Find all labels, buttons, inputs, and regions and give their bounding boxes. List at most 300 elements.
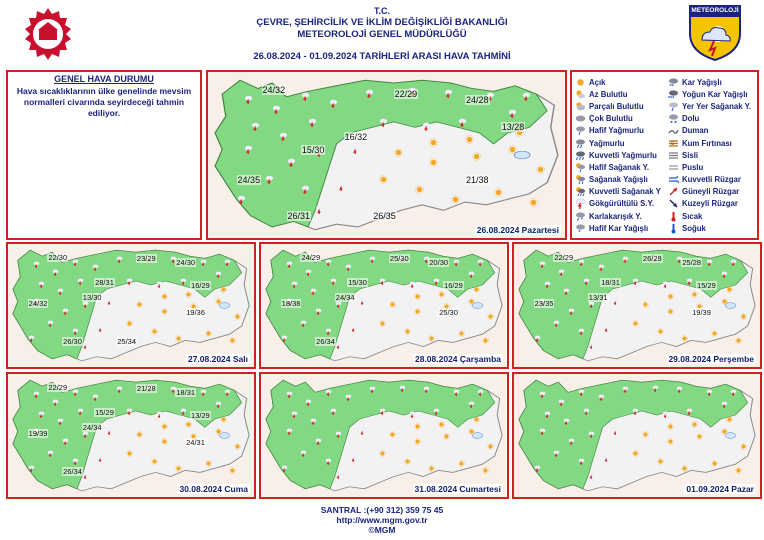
sun-icon (126, 450, 133, 457)
thunderstorm-icon (563, 288, 570, 295)
thunderstorm-icon (337, 182, 346, 191)
sun-icon (429, 138, 438, 147)
thunderstorm-icon (77, 408, 84, 415)
partly-cloudy-icon (575, 101, 586, 112)
thunderstorm-icon (676, 386, 683, 393)
mist-icon (668, 162, 679, 173)
legend-item (668, 161, 751, 173)
temperature-label: 24/31 (186, 437, 205, 447)
header-period: 26.08.2024 - 01.09.2024 TARİHLERİ ARASI HAVA TAHMİNİ (253, 51, 511, 62)
thunderstorm-icon (369, 256, 376, 263)
thunderstorm-icon (558, 399, 565, 406)
thunderstorm-icon (33, 261, 40, 268)
svg-text:S: S (671, 140, 675, 147)
temperature-label: 13/30 (82, 293, 102, 303)
date-label: 30.08.2024 Cuma (179, 484, 248, 494)
thunderstorm-icon (52, 399, 59, 406)
sun-icon (642, 431, 649, 438)
legend-item (575, 125, 661, 137)
thunderstorm-icon (106, 298, 113, 305)
temperature-label: 24/30 (176, 257, 196, 267)
thunderstorm-icon (433, 278, 440, 285)
thunderstorm-icon (272, 105, 281, 114)
thunderstorm-icon (33, 391, 40, 398)
sun-icon (473, 416, 480, 423)
sun-icon (667, 293, 674, 300)
thunderstorm-icon (423, 386, 430, 393)
sun-icon (220, 286, 227, 293)
sun-icon (657, 328, 664, 335)
temperature-label: 22/29 (554, 252, 574, 262)
heavy-shower-icon (575, 186, 586, 197)
temperature-label: 23/35 (534, 299, 554, 309)
thunderstorm-icon (359, 298, 366, 305)
thunderstorm-icon (315, 438, 322, 445)
sun-icon (472, 152, 481, 161)
sun-icon (667, 308, 674, 315)
legend-item (668, 222, 751, 234)
thunderstorm-icon (156, 411, 163, 418)
sun-icon (735, 337, 742, 344)
thunderstorm-icon (77, 278, 84, 285)
legend-label: Duman (682, 126, 709, 136)
sun-icon (414, 438, 421, 445)
strong-wind-icon (668, 174, 679, 185)
legend-label: Soğuk (682, 223, 706, 233)
thunderstorm-icon (477, 259, 484, 266)
temperature-label: 22/29 (394, 88, 418, 99)
temperature-label: 21/38 (466, 174, 489, 185)
thunderstorm-icon (458, 118, 467, 127)
sun-icon (494, 188, 503, 197)
temperature-label: 26/30 (63, 337, 82, 347)
thunderstorm-icon (286, 261, 293, 268)
thunderstorm-icon (365, 89, 374, 98)
sun-icon (161, 423, 168, 430)
thunderstorm-icon (345, 264, 352, 271)
sun-icon (443, 433, 450, 440)
legend-item (668, 137, 751, 149)
temperature-label: 24/29 (301, 252, 321, 262)
sun-icon (691, 421, 698, 428)
thunderstorm-icon (662, 411, 669, 418)
temperature-label: 24/32 (262, 85, 286, 96)
thunderstorm-icon (244, 95, 253, 104)
thunderstorm-icon (508, 109, 517, 118)
legend-label: Yoğun Kar Yağışlı (682, 89, 748, 99)
smoke-icon (668, 125, 679, 136)
legend-label: Hafif Yağmurlu (589, 126, 644, 136)
thunderstorm-icon (291, 281, 298, 288)
sun-icon (667, 423, 674, 430)
thunderstorm-icon (662, 281, 669, 288)
sun-icon (487, 443, 494, 450)
temperature-label: 28/31 (95, 278, 114, 288)
temperature-label: 15/29 (697, 280, 716, 290)
legend-label: Yağmurlu (589, 138, 625, 148)
thunderstorm-icon (72, 259, 79, 266)
fog-icon (668, 150, 679, 161)
icon-layer (514, 374, 760, 497)
thunderstorm-icon (265, 175, 274, 184)
legend-label: Güneyli Rüzgar (682, 187, 740, 197)
sun-icon (726, 286, 733, 293)
cloudy-icon (575, 113, 586, 124)
thunderstorm-icon (598, 264, 605, 271)
sun-icon (681, 335, 688, 342)
legend-label: Çok Bulutlu (589, 114, 633, 124)
thunderstorm-icon (180, 408, 187, 415)
sun-icon (691, 291, 698, 298)
legend-label: Puslu (682, 162, 704, 172)
thunderstorm-icon (310, 288, 317, 295)
sun-icon (379, 320, 386, 327)
temperature-label: 23/29 (136, 253, 156, 263)
legend-item (668, 76, 751, 88)
sun-icon (414, 423, 421, 430)
map-panel-day-3 (259, 242, 509, 369)
thunderstorm-icon (92, 394, 99, 401)
sun-icon (389, 301, 396, 308)
legend-item (668, 198, 751, 210)
temperature-label: 15/30 (301, 145, 325, 156)
sun-icon (529, 198, 538, 207)
legend-label: Dolu (682, 114, 700, 124)
rain-icon (575, 138, 586, 149)
footer-phone: SANTRAL :(+90 312) 359 75 45 (320, 505, 444, 515)
temperature-label: 19/39 (28, 429, 48, 439)
north-wind-icon (668, 198, 679, 209)
legend-label: Sıcak (682, 211, 703, 221)
sun-icon (726, 416, 733, 423)
sun-icon (740, 313, 747, 320)
sun-icon (126, 320, 133, 327)
map-panel-day-2 (6, 242, 256, 369)
header-directorate: METEOROLOJİ GENEL MÜDÜRLÜĞÜ (297, 29, 467, 40)
sun-icon (394, 148, 403, 157)
thunderstorm-icon (553, 320, 560, 327)
legend-item (575, 198, 661, 210)
temperature-label: 24/32 (28, 299, 48, 309)
shower-icon (575, 174, 586, 185)
thunderstorm-icon (52, 269, 59, 276)
thunderstorm-icon (38, 281, 45, 288)
sun-icon (487, 313, 494, 320)
general-weather-text: Hava sıcaklıklarının ülke genelinde mevsim normalleri civarında seyirdeceği tahmin ediliyor. (16, 86, 192, 118)
thunderstorm-icon (224, 259, 231, 266)
sun-icon (404, 328, 411, 335)
sun-icon (215, 428, 222, 435)
temperature-label: 25/34 (117, 337, 137, 347)
svg-text:*: * (578, 229, 581, 234)
legend-item (575, 186, 661, 198)
map-panel-day-4 (512, 242, 762, 369)
thunderstorm-icon (706, 389, 713, 396)
sun-icon (681, 465, 688, 472)
svg-text:*: * (581, 217, 583, 222)
sandstorm-icon (668, 138, 679, 149)
thunderstorm-icon (116, 386, 123, 393)
sun-icon (451, 195, 460, 204)
sun-icon (458, 330, 465, 337)
thunderstorm-icon (325, 259, 332, 266)
sun-icon (438, 291, 445, 298)
thunderstorm-icon (330, 408, 337, 415)
legend-label: Sağanak Yağışlı (589, 175, 648, 185)
thunderstorm-icon (477, 389, 484, 396)
thunderstorm-icon (578, 259, 585, 266)
thunderstorm-icon (315, 308, 322, 315)
sun-icon (215, 298, 222, 305)
few-clouds-icon (575, 89, 586, 100)
sun-icon (185, 291, 192, 298)
sun-icon (428, 465, 435, 472)
sun-icon (438, 421, 445, 428)
thunderstorm-icon (281, 465, 288, 472)
temperature-label: 25/28 (682, 257, 702, 267)
hail-icon (668, 113, 679, 124)
sun-icon (657, 458, 664, 465)
thunderstorm-icon (251, 122, 260, 131)
thunderstorm-icon (281, 335, 288, 342)
thunderstorm-icon (156, 281, 163, 288)
thunderstorm-icon (286, 428, 293, 435)
date-label: 27.08.2024 Salı (187, 354, 248, 364)
thunderstorm-icon (558, 269, 565, 276)
legend-item (668, 100, 751, 112)
temperature-label: 15/30 (348, 278, 367, 288)
thunderstorm-icon (330, 278, 337, 285)
thunderstorm-icon (286, 391, 293, 398)
thunderstorm-icon (57, 288, 64, 295)
sun-icon (414, 293, 421, 300)
sun-icon (482, 467, 489, 474)
map-panel-day-5 (6, 372, 256, 499)
logo-text: METEOROLOJİ (691, 7, 739, 14)
thunderstorm-icon (28, 465, 35, 472)
legend-item (575, 210, 661, 222)
thunderstorm-icon (575, 198, 586, 209)
temperature-label: 25/30 (389, 253, 409, 263)
thunderstorm-icon (305, 399, 312, 406)
legend-item (575, 161, 661, 173)
temperature-label: 13/31 (588, 293, 608, 303)
legend-label: Parçalı Bulutlu (589, 101, 644, 111)
thunderstorm-icon (305, 269, 312, 276)
legend-item (575, 88, 661, 100)
thunderstorm-icon (632, 278, 639, 285)
legend-label: Kar Yağışlı (682, 77, 722, 87)
legend-item (575, 174, 661, 186)
thunderstorm-icon (632, 408, 639, 415)
legend-item (668, 210, 751, 222)
map-panel-day-1 (206, 70, 567, 240)
thunderstorm-icon (453, 259, 460, 266)
thunderstorm-icon (603, 325, 610, 332)
thunderstorm-icon (301, 185, 310, 194)
temperature-label: 19/36 (186, 307, 205, 317)
sun-icon (404, 458, 411, 465)
thunderstorm-icon (92, 264, 99, 271)
thunderstorm-icon (622, 256, 629, 263)
light-rain-icon (575, 125, 586, 136)
temperature-label: 18/38 (281, 299, 301, 309)
thunderstorm-icon (652, 385, 659, 392)
thunderstorm-icon (622, 386, 629, 393)
thunderstorm-icon (72, 389, 79, 396)
temperature-label: 22/29 (48, 382, 68, 392)
sun-icon (468, 298, 475, 305)
thunderstorm-icon (409, 281, 416, 288)
thunderstorm-icon (568, 308, 575, 315)
thunderstorm-icon (612, 298, 619, 305)
thunderstorm-icon (603, 455, 610, 462)
thunderstorm-icon (287, 158, 296, 167)
south-wind-icon (668, 186, 679, 197)
sun-icon (429, 158, 438, 167)
thunderstorm-icon (62, 308, 69, 315)
thunderstorm-icon (686, 408, 693, 415)
sun-icon (735, 467, 742, 474)
thunderstorm-icon (379, 118, 388, 127)
general-weather-title: GENEL HAVA DURUMU (54, 74, 154, 84)
header-tc: T.C. (373, 6, 390, 16)
legend-label: Gökgürültülü S.Y. (589, 199, 654, 209)
sun-icon (696, 433, 703, 440)
legend-item (575, 222, 661, 234)
legend-item (668, 174, 751, 186)
temperature-label: 26/35 (373, 211, 396, 222)
thunderstorm-icon (598, 394, 605, 401)
temperature-label: 26/29 (642, 253, 662, 263)
legend-right-column (668, 76, 751, 234)
thunderstorm-icon (721, 401, 728, 408)
thunderstorm-icon (539, 428, 546, 435)
thunderstorm-icon (291, 411, 298, 418)
sun-icon (632, 450, 639, 457)
thunderstorm-icon (539, 261, 546, 268)
general-weather-box (6, 70, 202, 240)
legend-label: Az Bulutlu (589, 89, 628, 99)
sun-icon (205, 330, 212, 337)
temperature-label: 24/28 (466, 95, 489, 106)
thunderstorm-icon (369, 386, 376, 393)
sun-icon (205, 460, 212, 467)
thunderstorm-icon (544, 281, 551, 288)
temperature-label: 13/29 (191, 410, 210, 420)
legend-item (575, 100, 661, 112)
date-label: 01.09.2024 Pazar (686, 484, 754, 494)
sun-icon (642, 301, 649, 308)
map-panel-day-7 (512, 372, 762, 499)
sun-icon (161, 293, 168, 300)
thunderstorm-icon (359, 428, 366, 435)
svg-text:**: ** (669, 83, 674, 88)
thunderstorm-icon (62, 438, 69, 445)
thunderstorm-icon (38, 411, 45, 418)
thunderstorm-icon (534, 335, 541, 342)
thunderstorm-icon (279, 132, 288, 141)
thunderstorm-icon (409, 411, 416, 418)
temperature-label: 18/31 (176, 387, 196, 397)
thunderstorm-icon (351, 145, 360, 154)
thunderstorm-icon (215, 401, 222, 408)
sun-icon (389, 431, 396, 438)
thunderstorm-icon (200, 389, 207, 396)
icon-layer (261, 374, 507, 497)
thunderstorm-icon (244, 145, 253, 154)
thunderstorm-icon (588, 472, 595, 479)
temperature-label: 13/28 (501, 121, 525, 132)
sun-icon (175, 465, 182, 472)
date-label: 29.08.2024 Perşembe (668, 354, 754, 364)
thunderstorm-icon (399, 385, 406, 392)
legend-label: Kuzeyli Rüzgar (682, 199, 738, 209)
sun-icon (508, 145, 517, 154)
thunderstorm-icon (300, 450, 307, 457)
legend-item (668, 186, 751, 198)
legend-label: Açık (589, 77, 606, 87)
light-shower-icon (575, 162, 586, 173)
thunderstorm-icon (588, 342, 595, 349)
thunderstorm-icon (215, 271, 222, 278)
sun-icon (379, 450, 386, 457)
sun-icon (220, 416, 227, 423)
temperature-label: 22/30 (48, 252, 68, 262)
thunderstorm-icon (325, 328, 332, 335)
temperature-label: 20/30 (429, 257, 449, 267)
legend-label: Yer Yer Sağanak Y. (682, 101, 752, 111)
sun-icon (151, 328, 158, 335)
temperature-label: 26/34 (63, 467, 82, 477)
temperature-label: 16/29 (444, 280, 463, 290)
thunderstorm-icon (126, 278, 133, 285)
thunderstorm-icon (563, 418, 570, 425)
footer-copyright: ©MGM (368, 525, 396, 535)
temperature-label: 15/29 (95, 408, 114, 418)
sun-icon (740, 443, 747, 450)
date-label: 26.08.2024 Pazartesi (476, 225, 559, 235)
temperature-label: 24/35 (237, 174, 261, 185)
thunderstorm-icon (116, 256, 123, 263)
thunderstorm-icon (468, 401, 475, 408)
thunderstorm-icon (433, 408, 440, 415)
thunderstorm-icon (612, 428, 619, 435)
thunderstorm-icon (335, 431, 342, 438)
thunderstorm-icon (224, 389, 231, 396)
thunderstorm-icon (106, 428, 113, 435)
thunderstorm-icon (315, 205, 324, 214)
temperature-label: 24/34 (82, 423, 102, 433)
legend-item (575, 76, 661, 88)
sun-icon (161, 308, 168, 315)
legend-left-column (575, 76, 661, 234)
legend-label: Sisli (682, 150, 699, 160)
thunderstorm-icon (350, 325, 357, 332)
thunderstorm-icon (583, 278, 590, 285)
sun-icon (473, 286, 480, 293)
legend-label: Karlakarışık Y. (589, 211, 642, 221)
sun-icon (428, 335, 435, 342)
sun-icon (234, 313, 241, 320)
sun-icon (711, 330, 718, 337)
heavy-snow-icon (668, 89, 679, 100)
sun-icon (482, 337, 489, 344)
thunderstorm-icon (588, 431, 595, 438)
sun-icon (379, 175, 388, 184)
temperature-label: 16/32 (344, 131, 368, 142)
footer-url[interactable]: http://www.mgm.gov.tr (336, 515, 428, 525)
